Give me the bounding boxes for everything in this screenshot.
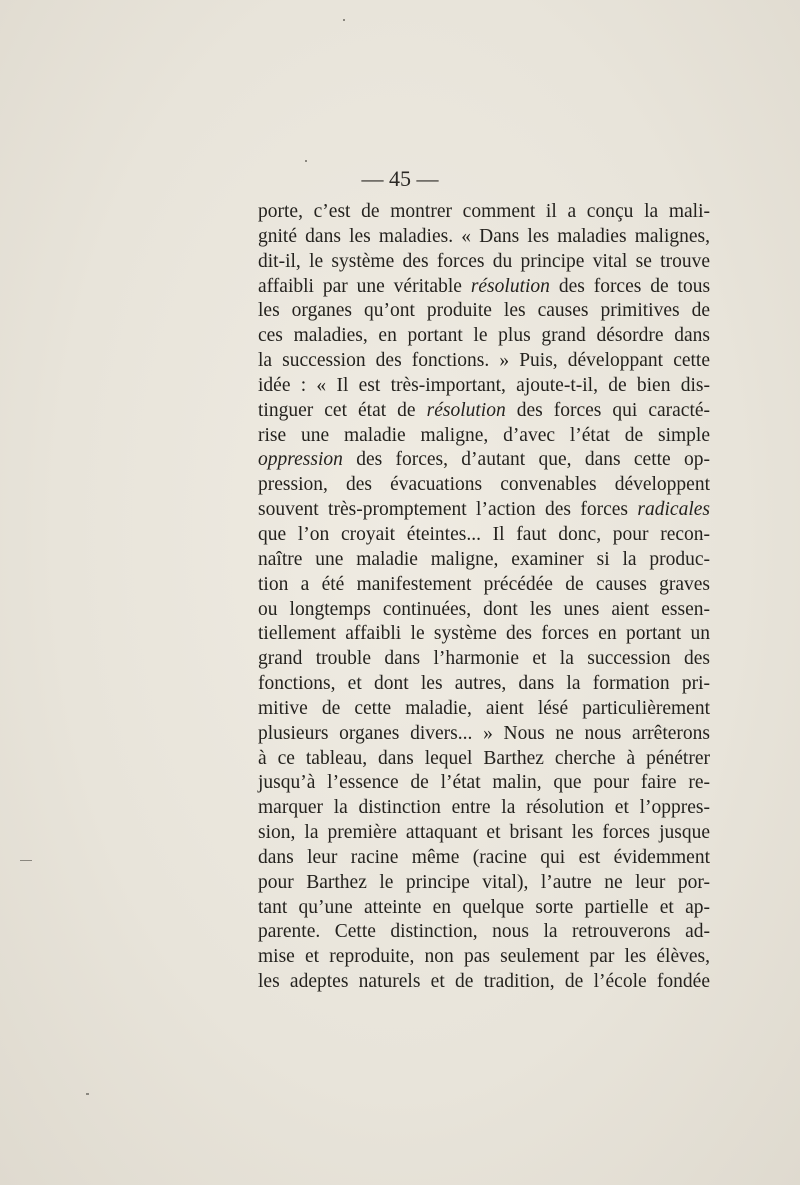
text-line: parente. Cette distinction, nous la retrouverons ad- <box>258 921 710 943</box>
italic-term: résolution <box>426 399 506 421</box>
text-line: gnité dans les maladies. « Dans les maladies malignes, <box>258 225 710 247</box>
text-line: marquer la distinction entre la résolution et l’oppres- <box>258 797 710 819</box>
italic-term: résolution <box>470 275 550 297</box>
text-line: dans leur racine même (racine qui est évidemment <box>258 846 710 868</box>
paper-speck <box>86 1093 89 1095</box>
text-line: tant qu’une atteinte en quelque sorte partielle et ap- <box>258 896 710 918</box>
text-line: pression, des évacuations convenables développent <box>258 474 710 496</box>
text-line: rise une maladie maligne, d’avec l’état de simple <box>258 424 710 446</box>
text-line: affaibli par une véritable résolution des forces de tous <box>258 275 711 297</box>
text-line: tinguer cet état de résolution des forces qui caracté- <box>258 399 711 421</box>
text-line: à ce tableau, dans lequel Barthez cherche à pénétrer <box>258 747 710 769</box>
text-line: oppression des forces, d’autant que, dans cette op- <box>258 449 710 471</box>
text-line: souvent très-promptement l’action des forces radicales <box>258 499 710 521</box>
text-line: tiellement affaibli le système des forces en portant un <box>258 623 710 645</box>
text-line: que l’on croyait éteintes... Il faut donc, pour recon- <box>258 523 710 545</box>
text-line: porte, c’est de montrer comment il a conçu la mali- <box>258 201 710 222</box>
text-line: jusqu’à l’essence de l’état malin, que pour faire re- <box>258 772 710 794</box>
text-line: naître une maladie maligne, examiner si la produc- <box>258 548 710 570</box>
paper-speck <box>343 19 345 21</box>
text-line: idée : « Il est très-important, ajoute-t-il, de bien dis- <box>258 374 710 396</box>
italic-term: oppression <box>258 449 343 471</box>
text-line: mitive de cette maladie, aient lésé particulièrement <box>258 697 710 719</box>
text-line: grand trouble dans l’harmonie et la succession des <box>258 648 710 670</box>
text-line: ou longtemps continuées, dont les unes aient essen- <box>258 598 710 620</box>
text-line: dit-il, le système des forces du principe vital se trouve <box>258 250 710 272</box>
body-text <box>258 200 710 995</box>
text-line: fonctions, et dont les autres, dans la formation pri- <box>258 673 710 695</box>
paper-speck <box>305 160 307 162</box>
italic-term: radicales <box>637 499 710 521</box>
text-line: les organes qu’ont produite les causes primitives de <box>258 300 710 322</box>
text-line: plusieurs organes divers... » Nous ne nous arrêterons <box>258 722 710 744</box>
paper-speck <box>20 860 32 861</box>
text-line: tion a été manifestement précédée de causes graves <box>258 573 710 595</box>
text-line: ces maladies, en portant le plus grand désordre dans <box>258 325 710 347</box>
text-line: sion, la première attaquant et brisant les forces jusque <box>258 822 710 844</box>
page-number: — 45 — <box>361 166 439 191</box>
text-line: les adeptes naturels et de tradition, de l’école fondée <box>258 971 710 993</box>
text-line: pour Barthez le principe vital), l’autre ne leur por- <box>258 871 710 893</box>
text-line: la succession des fonctions. » Puis, développant cette <box>258 350 710 372</box>
text-line: mise et reproduite, non pas seulement par les élèves, <box>258 946 710 968</box>
